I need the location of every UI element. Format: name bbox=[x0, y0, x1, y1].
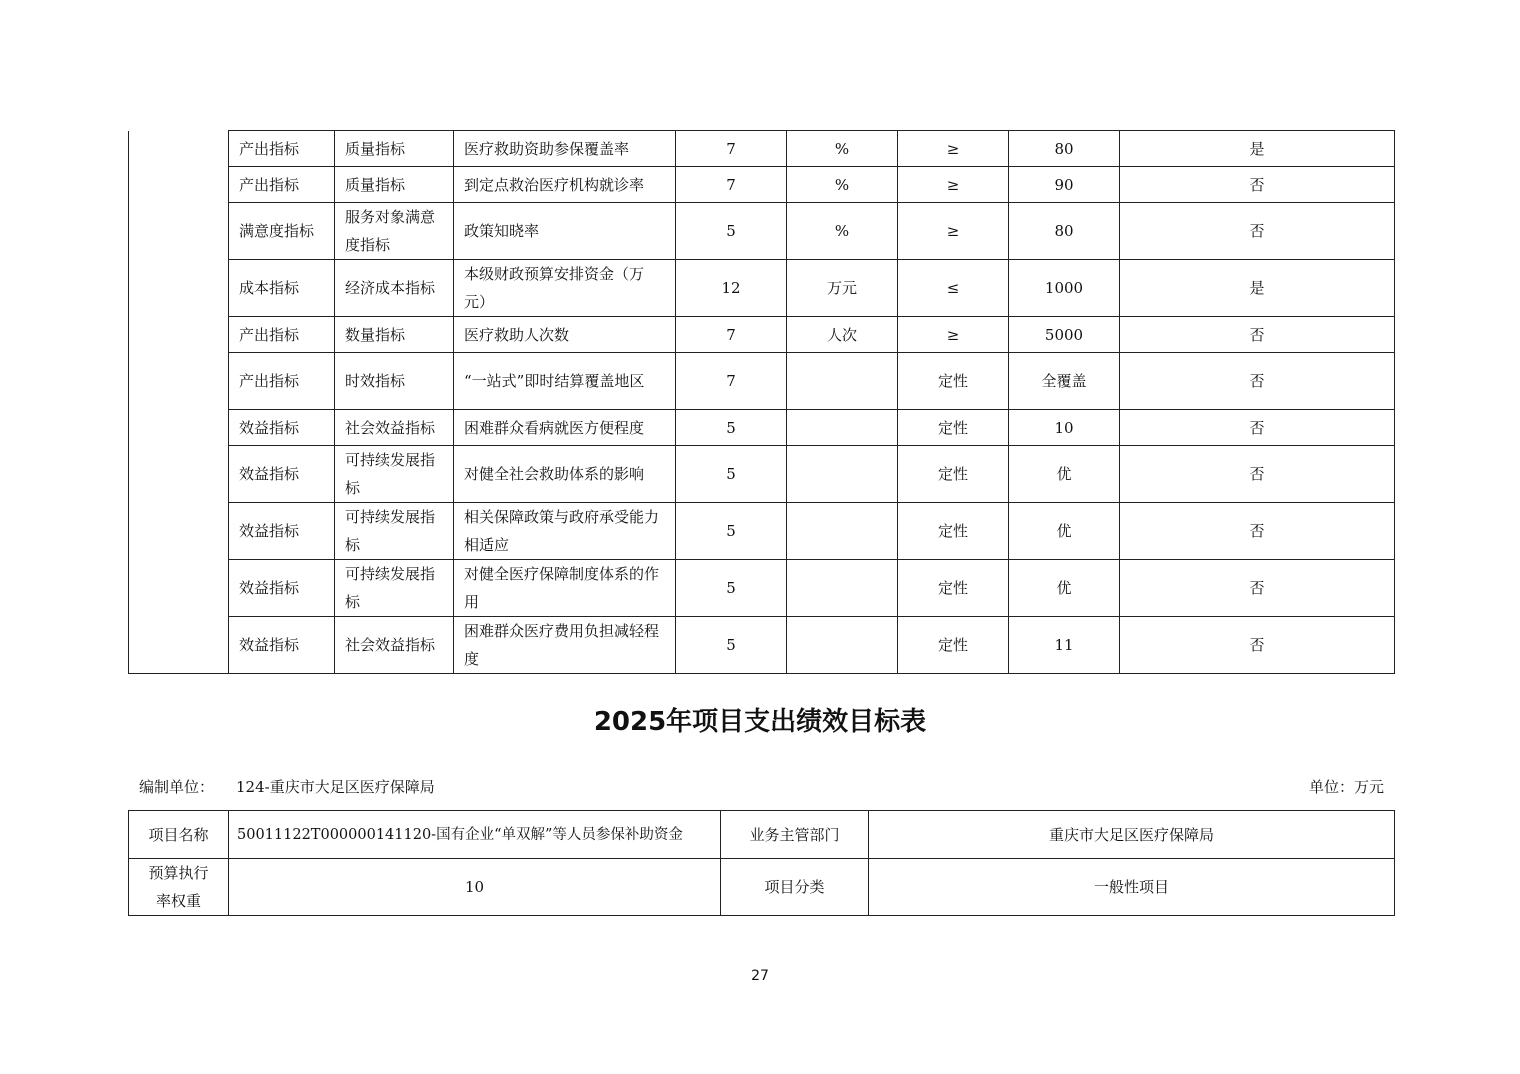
budget-weight-label: 预算执行率权重 bbox=[129, 859, 229, 916]
core-cell: 否 bbox=[1120, 617, 1395, 674]
unit-cell bbox=[787, 503, 898, 560]
operator-cell: 定性 bbox=[898, 617, 1009, 674]
org-line bbox=[139, 775, 435, 799]
operator-cell: ≥ bbox=[898, 167, 1009, 203]
level1-cell: 效益指标 bbox=[229, 560, 335, 617]
project-name-label: 项目名称 bbox=[129, 811, 229, 859]
unit-cell bbox=[787, 410, 898, 446]
level1-cell: 效益指标 bbox=[229, 446, 335, 503]
page-number: 27 bbox=[751, 968, 769, 984]
level1-cell: 效益指标 bbox=[229, 410, 335, 446]
indicator-name-cell: 困难群众看病就医方便程度 bbox=[454, 410, 676, 446]
unit-cell: % bbox=[787, 167, 898, 203]
indicator-name-cell: 困难群众医疗费用负担减轻程度 bbox=[454, 617, 676, 674]
level2-cell: 社会效益指标 bbox=[335, 617, 454, 674]
indicator-name-cell: 到定点救治医疗机构就诊率 bbox=[454, 167, 676, 203]
unit-cell: % bbox=[787, 203, 898, 260]
core-cell: 否 bbox=[1120, 203, 1395, 260]
level1-cell: 产出指标 bbox=[229, 131, 335, 167]
project-name-value: 50011122T000000141120-国有企业“单双解”等人员参保补助资金 bbox=[229, 811, 721, 859]
section-title: 2025年项目支出绩效目标表 bbox=[593, 707, 927, 737]
weight-cell: 5 bbox=[676, 503, 787, 560]
unit-cell: 万元 bbox=[787, 260, 898, 317]
core-cell: 是 bbox=[1120, 131, 1395, 167]
weight-cell: 5 bbox=[676, 203, 787, 260]
level1-cell: 满意度指标 bbox=[229, 203, 335, 260]
unit-cell: % bbox=[787, 131, 898, 167]
table-row bbox=[129, 503, 1395, 560]
operator-cell: ≤ bbox=[898, 260, 1009, 317]
operator-cell: 定性 bbox=[898, 560, 1009, 617]
core-cell: 否 bbox=[1120, 317, 1395, 353]
unit-cell: 人次 bbox=[787, 317, 898, 353]
core-cell: 否 bbox=[1120, 503, 1395, 560]
weight-cell: 7 bbox=[676, 167, 787, 203]
indicator-name-cell: 医疗救助资助参保覆盖率 bbox=[454, 131, 676, 167]
indicator-name-cell: 政策知晓率 bbox=[454, 203, 676, 260]
table-row bbox=[129, 167, 1395, 203]
org-label: 编制单位： bbox=[139, 778, 215, 796]
target-cell: 90 bbox=[1009, 167, 1120, 203]
core-cell: 是 bbox=[1120, 260, 1395, 317]
target-cell: 优 bbox=[1009, 446, 1120, 503]
weight-cell: 12 bbox=[676, 260, 787, 317]
level2-cell: 经济成本指标 bbox=[335, 260, 454, 317]
weight-cell: 7 bbox=[676, 317, 787, 353]
level2-cell: 质量指标 bbox=[335, 167, 454, 203]
unit-label: 单位： bbox=[1308, 778, 1354, 796]
weight-cell: 5 bbox=[676, 560, 787, 617]
target-cell: 优 bbox=[1009, 560, 1120, 617]
core-cell: 否 bbox=[1120, 167, 1395, 203]
unit-cell bbox=[787, 353, 898, 410]
operator-cell: ≥ bbox=[898, 203, 1009, 260]
indicator-name-cell: 对健全医疗保障制度体系的作用 bbox=[454, 560, 676, 617]
dept-label: 业务主管部门 bbox=[721, 811, 869, 859]
level1-cell: 效益指标 bbox=[229, 503, 335, 560]
indicator-table bbox=[128, 130, 1395, 674]
operator-cell: ≥ bbox=[898, 317, 1009, 353]
core-cell: 否 bbox=[1120, 560, 1395, 617]
target-cell: 1000 bbox=[1009, 260, 1120, 317]
level1-cell: 产出指标 bbox=[229, 353, 335, 410]
unit-value: 万元 bbox=[1353, 778, 1384, 796]
target-cell: 优 bbox=[1009, 503, 1120, 560]
operator-cell: ≥ bbox=[898, 131, 1009, 167]
target-cell: 10 bbox=[1009, 410, 1120, 446]
table-row bbox=[129, 811, 1395, 859]
unit-cell bbox=[787, 446, 898, 503]
level2-cell: 质量指标 bbox=[335, 131, 454, 167]
target-cell: 5000 bbox=[1009, 317, 1120, 353]
target-cell: 80 bbox=[1009, 131, 1120, 167]
org-value: 124-重庆市大足区医疗保障局 bbox=[236, 778, 435, 796]
table-row bbox=[129, 317, 1395, 353]
table-row bbox=[129, 260, 1395, 317]
operator-cell: 定性 bbox=[898, 353, 1009, 410]
weight-cell: 5 bbox=[676, 410, 787, 446]
target-cell: 80 bbox=[1009, 203, 1120, 260]
unit-cell bbox=[787, 560, 898, 617]
operator-cell: 定性 bbox=[898, 503, 1009, 560]
table-row bbox=[129, 131, 1395, 167]
blank-side-cell bbox=[129, 131, 229, 674]
level2-cell: 可持续发展指标 bbox=[335, 503, 454, 560]
level1-cell: 成本指标 bbox=[229, 260, 335, 317]
level2-cell: 数量指标 bbox=[335, 317, 454, 353]
weight-cell: 7 bbox=[676, 353, 787, 410]
indicator-name-cell: 对健全社会救助体系的影响 bbox=[454, 446, 676, 503]
level1-cell: 效益指标 bbox=[229, 617, 335, 674]
level2-cell: 可持续发展指标 bbox=[335, 446, 454, 503]
level2-cell: 社会效益指标 bbox=[335, 410, 454, 446]
project-table bbox=[128, 810, 1395, 916]
table-row bbox=[129, 203, 1395, 260]
weight-cell: 5 bbox=[676, 617, 787, 674]
category-label: 项目分类 bbox=[721, 859, 869, 916]
target-cell: 11 bbox=[1009, 617, 1120, 674]
indicator-name-cell: 医疗救助人次数 bbox=[454, 317, 676, 353]
table-row bbox=[129, 410, 1395, 446]
dept-value: 重庆市大足区医疗保障局 bbox=[869, 811, 1395, 859]
table-row bbox=[129, 859, 1395, 916]
unit-cell bbox=[787, 617, 898, 674]
weight-cell: 5 bbox=[676, 446, 787, 503]
category-value: 一般性项目 bbox=[869, 859, 1395, 916]
table-row bbox=[129, 560, 1395, 617]
table-row bbox=[129, 617, 1395, 674]
indicator-name-cell: “一站式”即时结算覆盖地区 bbox=[454, 353, 676, 410]
table-row bbox=[129, 446, 1395, 503]
weight-cell: 7 bbox=[676, 131, 787, 167]
unit-line bbox=[1309, 775, 1384, 799]
level2-cell: 时效指标 bbox=[335, 353, 454, 410]
operator-cell: 定性 bbox=[898, 446, 1009, 503]
target-cell: 全覆盖 bbox=[1009, 353, 1120, 410]
budget-weight-value: 10 bbox=[229, 859, 721, 916]
core-cell: 否 bbox=[1120, 410, 1395, 446]
table-row bbox=[129, 353, 1395, 410]
level2-cell: 服务对象满意度指标 bbox=[335, 203, 454, 260]
level2-cell: 可持续发展指标 bbox=[335, 560, 454, 617]
level1-cell: 产出指标 bbox=[229, 317, 335, 353]
level1-cell: 产出指标 bbox=[229, 167, 335, 203]
core-cell: 否 bbox=[1120, 353, 1395, 410]
operator-cell: 定性 bbox=[898, 410, 1009, 446]
indicator-name-cell: 本级财政预算安排资金（万元） bbox=[454, 260, 676, 317]
core-cell: 否 bbox=[1120, 446, 1395, 503]
indicator-name-cell: 相关保障政策与政府承受能力相适应 bbox=[454, 503, 676, 560]
